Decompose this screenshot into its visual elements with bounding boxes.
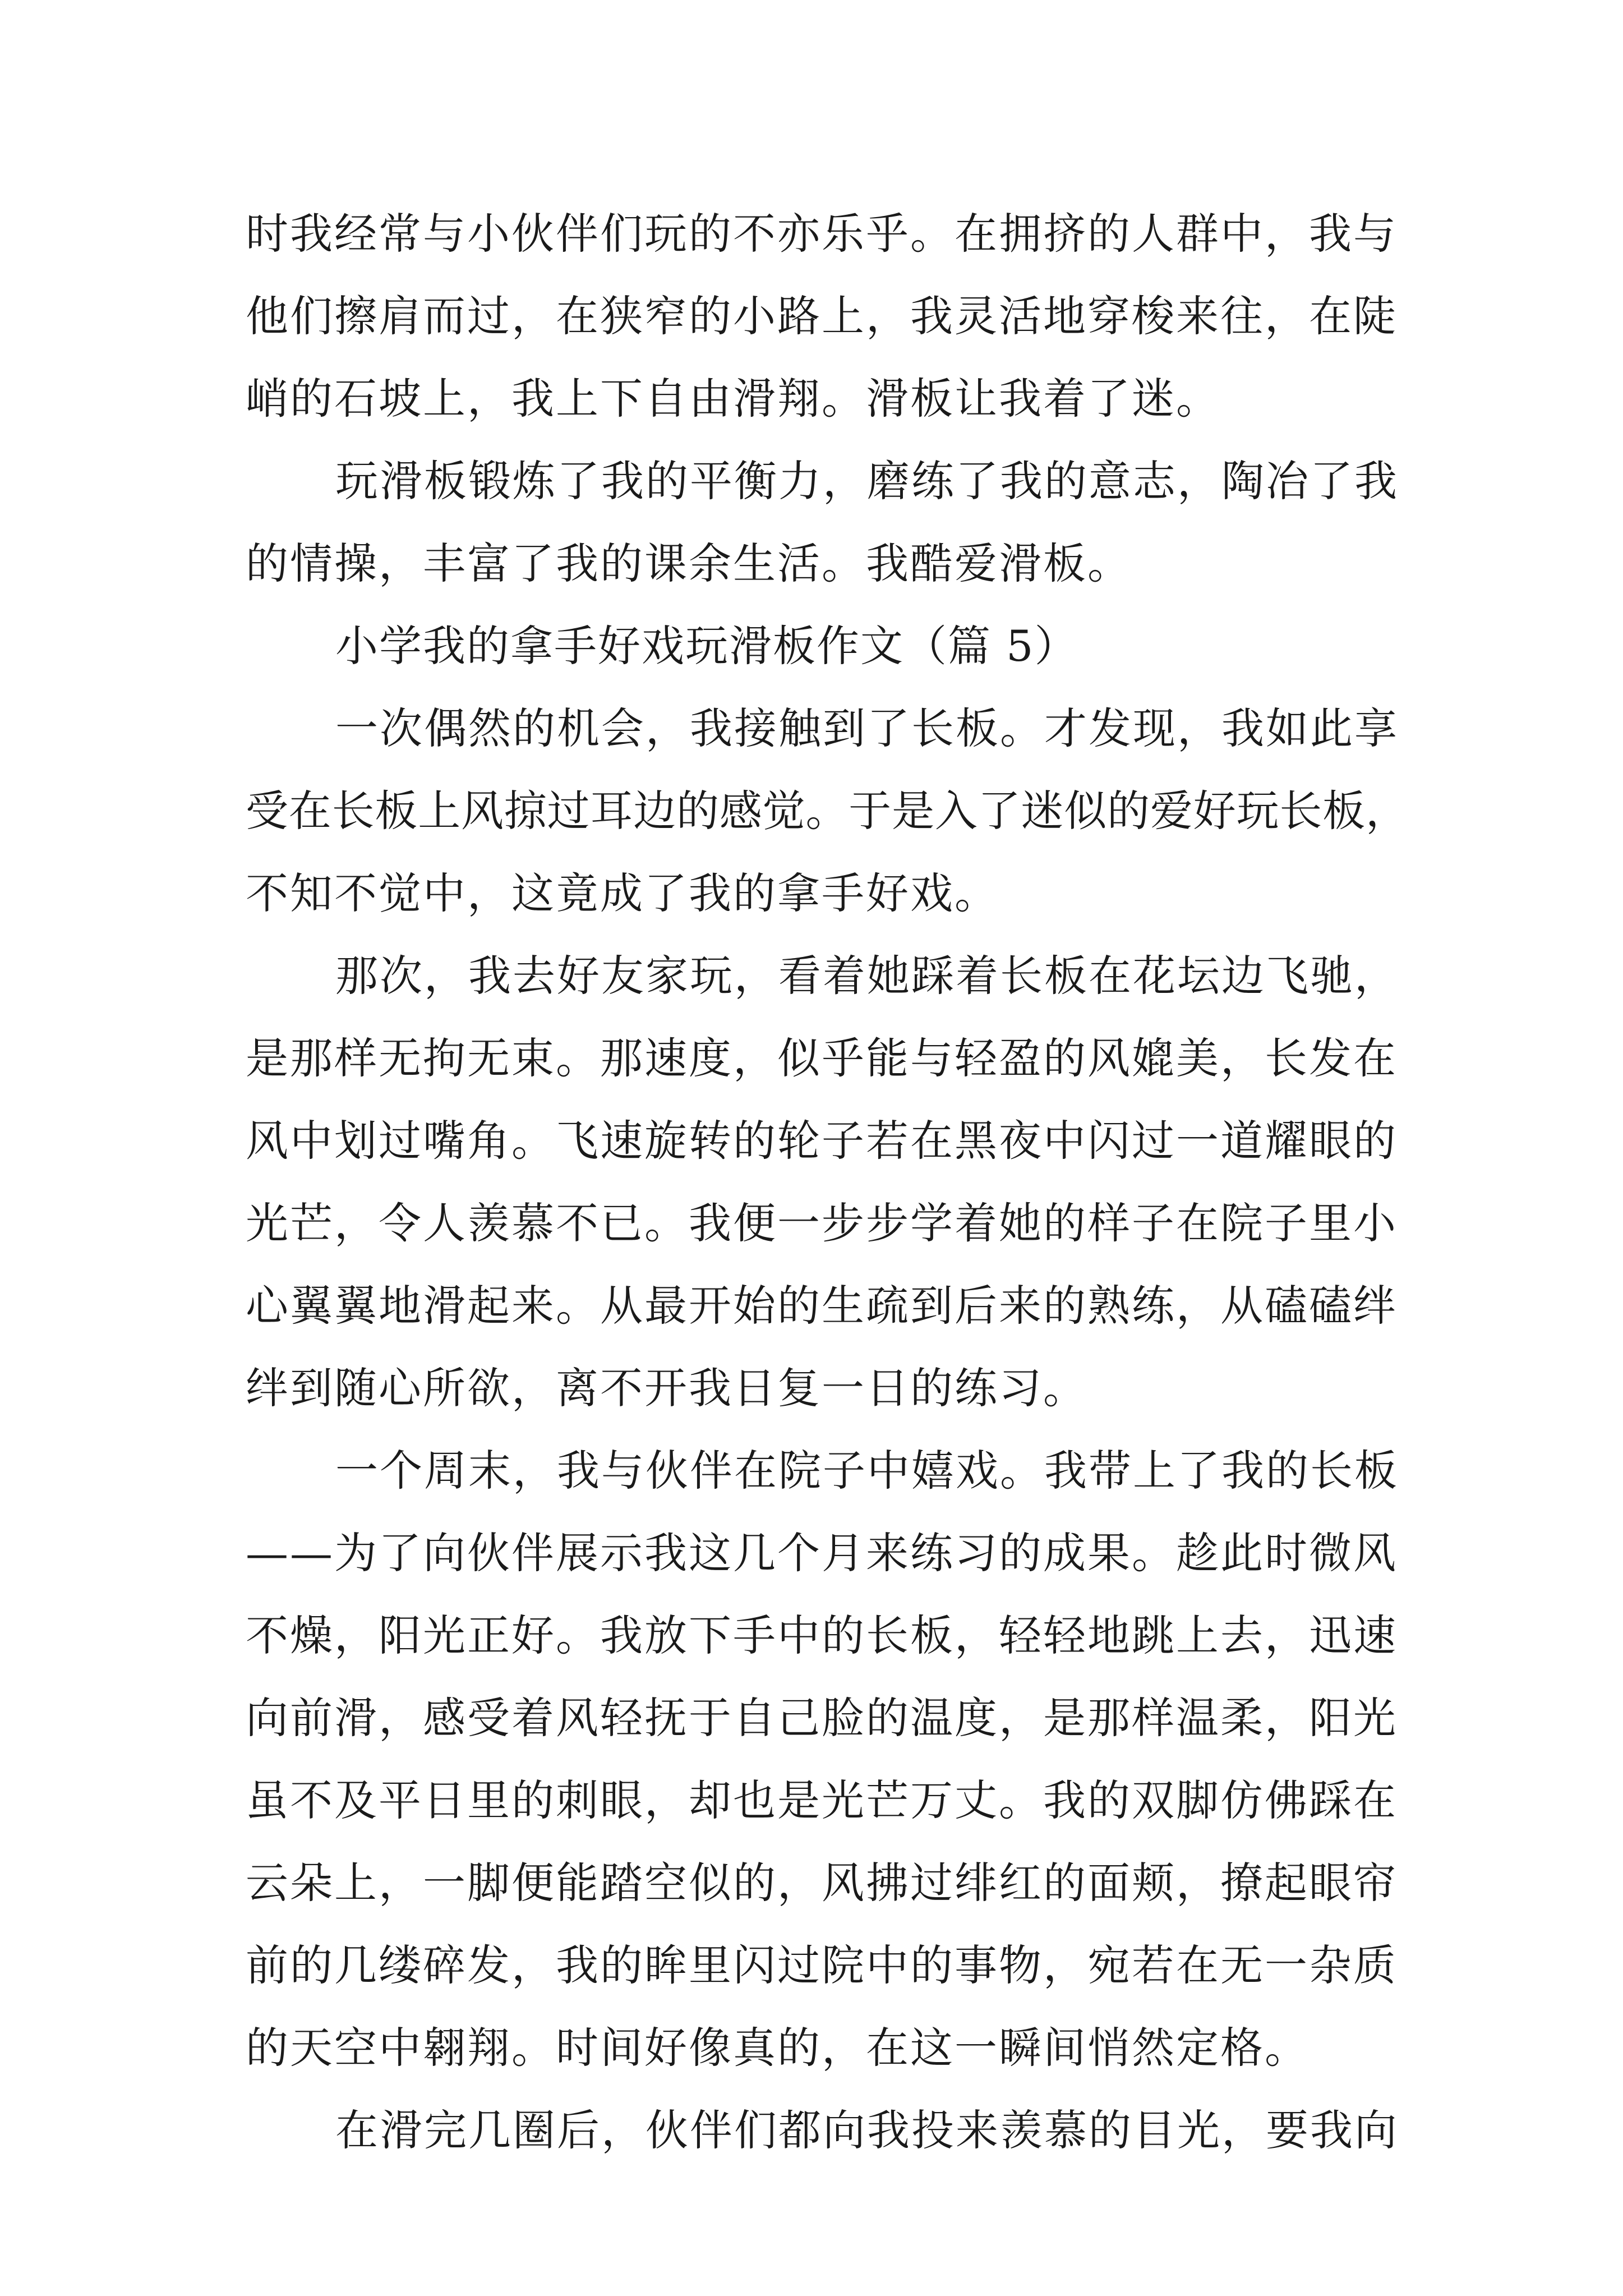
text-line: 那次，我去好友家玩，看着她踩着长板在花坛边飞驰， [335,951,1399,1001]
text-line: 他们擦肩而过，在狭窄的小路上，我灵活地穿梭来往，在陡 [246,291,1398,341]
text-line: 前的几缕碎发，我的眸里闪过院中的事物，宛若在无一杂质 [246,1940,1398,1990]
text-line: 云朵上，一脚便能踏空似的，风拂过绯红的面颊，撩起眼帘 [246,1858,1398,1908]
text-line: 受在长板上风掠过耳边的感觉。于是入了迷似的爱好玩长板， [246,786,1409,836]
text-line: ——为了向伙伴展示我这几个月来练习的成果。趁此时微风 [246,1528,1398,1578]
section-heading: 小学我的拿手好戏玩滑板作文（篇 5） [335,621,1078,671]
text-line: 向前滑，感受着风轻抚于自己脸的温度，是那样温柔，阳光 [246,1693,1398,1743]
text-line: 风中划过嘴角。飞速旋转的轮子若在黑夜中闪过一道耀眼的 [246,1116,1398,1166]
text-line: 虽不及平日里的刺眼，却也是光芒万丈。我的双脚仿佛踩在 [246,1775,1398,1825]
text-line: 峭的石坡上，我上下自由滑翔。滑板让我着了迷。 [246,374,1220,424]
text-line: 是那样无拘无束。那速度，似乎能与轻盈的风媲美，长发在 [246,1033,1398,1083]
text-line: 心翼翼地滑起来。从最开始的生疏到后来的熟练，从磕磕绊 [246,1281,1398,1331]
text-line: 一次偶然的机会，我接触到了长板。才发现，我如此享 [335,703,1399,753]
text-line: 绊到随心所欲，离不开我日复一日的练习。 [246,1363,1087,1413]
text-line: 玩滑板锻炼了我的平衡力，磨练了我的意志，陶冶了我 [335,456,1399,506]
text-line: 时我经常与小伙伴们玩的不亦乐乎。在拥挤的人群中，我与 [246,209,1398,259]
text-line: 的天空中翱翔。时间好像真的，在这一瞬间悄然定格。 [246,2023,1309,2073]
text-line: 不知不觉中，这竟成了我的拿手好戏。 [246,868,999,918]
text-line: 一个周末，我与伙伴在院子中嬉戏。我带上了我的长板 [335,1446,1399,1496]
text-line: 光芒，令人羡慕不已。我便一步步学着她的样子在院子里小 [246,1198,1398,1248]
text-line: 在滑完几圈后，伙伴们都向我投来羡慕的目光，要我向 [335,2105,1399,2155]
text-line: 不燥，阳光正好。我放下手中的长板，轻轻地跳上去，迅速 [246,1611,1398,1660]
text-line: 的情操，丰富了我的课余生活。我酷爱滑板。 [246,539,1132,588]
